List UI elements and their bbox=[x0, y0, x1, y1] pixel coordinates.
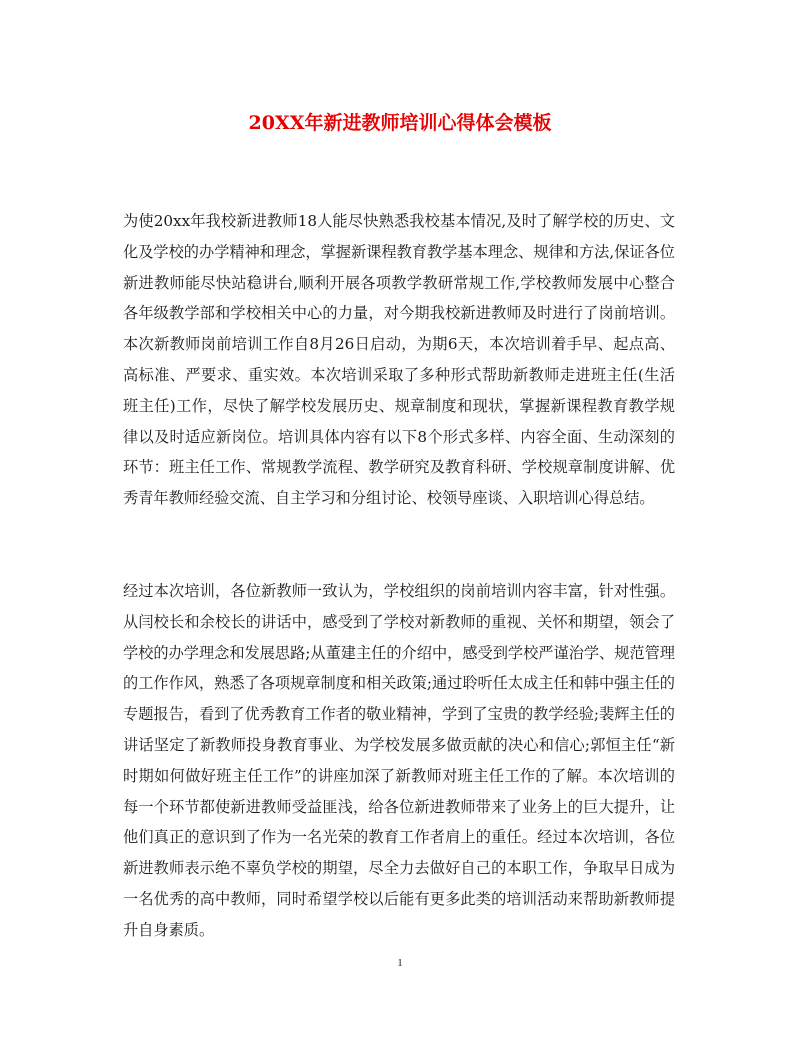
body-paragraph-2: 经过本次培训，各位新教师一致认为，学校组织的岗前培训内容丰富，针对性强。从闫校长和余校长的讲话中，感受到了学校对新教师的重视、关怀和期望，领会了学校的办学理念和发展思路;从董建主任的介绍中，感受到学校严谨治学、规范管理的工作作风，熟悉了各项规章制度和相关政策;通过聆听任太成主任和韩中强主任的专题报告，看到了优秀教育工作者的敬业精神，学到了宝贵的教学经验;裴辉主任的讲话坚定了新教师投身教育事业、为学校发展多做贡献的决心和信心;郭恒主任“新时期如何做好班主任工作”的讲座加深了新教师对班主任工作的了解。本次培训的每一个环节都使新进教师受益匪浅，给各位新进教师带来了业务上的巨大提升，让他们真正的意识到了作为一名光荣的教育工作者肩上的重任。经过本次培训，各位新进教师表示绝不辜负学校的期望，尽全力去做好自己的本职工作，争取早日成为一名优秀的高中教师，同时希望学校以后能有更多此类的培训活动来帮助新教师提升自身素质。 bbox=[123, 582, 675, 939]
page-number: 1 bbox=[397, 957, 403, 969]
body-paragraph-1: 为使20xx年我校新进教师18人能尽快熟悉我校基本情况,及时了解学校的历史、文化及学校的办学精神和理念，掌握新课程教育教学基本理念、规律和方法,保证各位新进教师能尽快站稳讲台,顺利开展各项教学教研常规工作,学校教师发展中心整合各年级教学部和学校相关中心的力量，对今期我校新进教师及时进行了岗前培训。本次新教师岗前培训工作自8月26日启动，为期6天，本次培训着手早、起点高、高标准、严要求、重实效。本次培训采取了多种形式帮助新教师走进班主任(生活班主任)工作，尽快了解学校发展历史、规章制度和现状，掌握新课程教育教学规律以及时适应新岗位。培训具体内容有以下8个形式多样、内容全面、生动深刻的环节：班主任工作、常规教学流程、教学研究及教育科研、学校规章制度讲解、优秀青年教师经验交流、自主学习和分组讨论、校领导座谈、入职培训心得总结。 bbox=[123, 212, 675, 508]
document-title: 20XX年新进教师培训心得体会模板 bbox=[248, 112, 552, 134]
